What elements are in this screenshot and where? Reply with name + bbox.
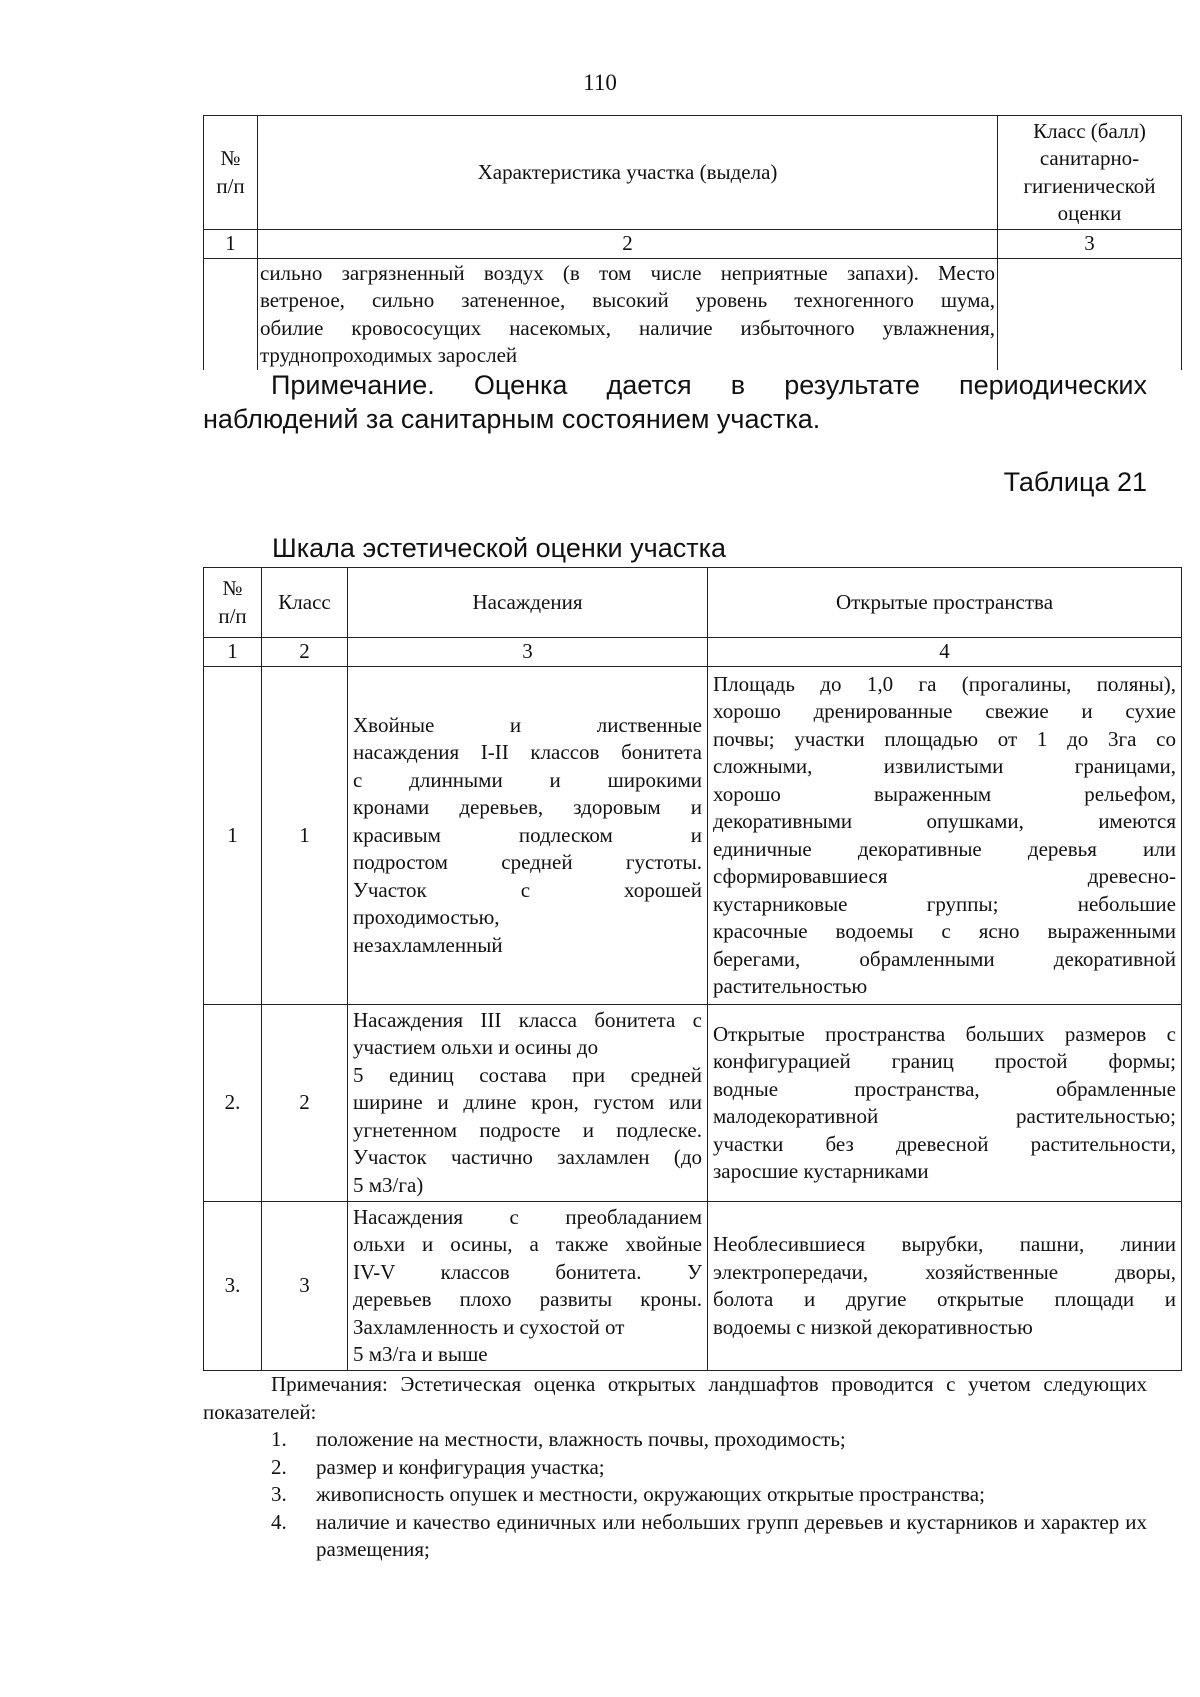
text-line: хорошо выраженным рельефом, (713, 781, 1176, 806)
text-line: водные пространства, обрамленные (713, 1076, 1176, 1101)
row-number: 2. (204, 1005, 262, 1202)
text-line: почвы; участки площадью от 1 до 3га со (713, 726, 1176, 751)
notes-list (203, 1426, 1147, 1564)
list-item (203, 1481, 1147, 1509)
text-line: Насаждения с преобладанием (353, 1204, 702, 1229)
row-open-spaces (708, 1005, 1182, 1202)
text-line: растительностью (713, 974, 868, 998)
table-row (204, 1202, 1182, 1371)
text-line: конфигурацией границ простой формы; (713, 1049, 1176, 1073)
text-line: IV-V классов бонитета. У (353, 1259, 702, 1284)
list-item-number: 4. (271, 1509, 287, 1534)
text-line: незахламленный (353, 932, 503, 957)
table-row (204, 1005, 1182, 1202)
table-row (204, 667, 1182, 1005)
row-class: 3 (262, 1202, 348, 1371)
text-line: красивым подлеском и (353, 822, 702, 847)
text-line: 5 единиц состава при средней (353, 1062, 702, 1087)
text-line: хорошо дренированные свежие и сухие (713, 699, 1176, 723)
list-item-text: наличие и качество единичных или небольших групп деревьев и кустарников и характер их размещения; (316, 1509, 1147, 1561)
text-line: декоративными опушками, имеются (713, 809, 1176, 833)
t1-continuation-text (258, 258, 998, 370)
text-line: деревьев плохо развиты кроны. (353, 1287, 702, 1311)
row-plantings (348, 1005, 708, 1202)
row-open-spaces (708, 667, 1182, 1005)
text-line: водоемы с низкой декоративностью (713, 1314, 1033, 1339)
t2-col-number: 1 (204, 638, 262, 667)
text-line: угнетенном подросте и подлеске. (353, 1117, 702, 1142)
text-line: обилие кровососущих насекомых, наличие избыточного увлажнения, (260, 315, 995, 340)
t1-col-number: 2 (258, 230, 998, 259)
row-class: 1 (262, 667, 348, 1005)
list-item-text: размер и конфигурация участка; (316, 1454, 605, 1479)
text-line: Захламленность и сухостой от (353, 1314, 625, 1339)
list-item (203, 1509, 1147, 1564)
text-line: ольхи и осины, а также хвойные (353, 1232, 702, 1256)
list-item (203, 1426, 1147, 1454)
text-line: насаждения I-II классов бонитета (353, 740, 702, 765)
text-line: труднопроходимых зарослей (260, 343, 518, 367)
text-line: Площадь до 1,0 га (прогалины, поляны), (713, 671, 1176, 696)
t2-header-plantings: Насаждения (348, 568, 708, 638)
text-line: с длинными и широкими (353, 767, 702, 792)
t1-col-number: 1 (204, 230, 258, 259)
row-class: 2 (262, 1005, 348, 1202)
text-line: кустарниковые группы; небольшие (713, 891, 1176, 916)
text-line: единичные декоративные деревья или (713, 836, 1176, 861)
table-number: Таблица 21 (1003, 467, 1147, 497)
text-line: ветреное, сильно затененное, высокий уровень техногенного шума, (260, 288, 995, 312)
t2-header-number (204, 568, 262, 638)
list-item-number: 3. (271, 1482, 287, 1506)
note-sanitary: Примечание. Оценка дается в результате периодических наблюдений за санитарным состоянием участка. (203, 370, 1147, 434)
sanitary-table-continuation (203, 115, 1182, 370)
notes-section (203, 1371, 1147, 1564)
t1-cell-empty (998, 258, 1182, 370)
text-line: Открытые пространства больших размеров с (713, 1021, 1176, 1046)
text-line: берегами, обрамленными декоративной (713, 946, 1176, 971)
text-line: Насаждения III класса бонитета с (353, 1007, 702, 1032)
text-line: ширине и длине крон, густом или (353, 1090, 702, 1115)
text-line: участки без древесной растительности, (713, 1131, 1176, 1156)
aesthetic-scale-table (203, 567, 1182, 1371)
text-line: участием ольхи и осины до (353, 1035, 599, 1060)
text-line: Необлесившиеся вырубки, пашни, линии (713, 1232, 1176, 1256)
text-line: болота и другие открытые площади и (713, 1287, 1176, 1311)
row-number: 3. (204, 1202, 262, 1371)
t1-header-number-line: № (220, 146, 241, 170)
text-line: сформировавшиеся древесно- (713, 864, 1176, 888)
text-line: заросшие кустарниками (713, 1159, 929, 1183)
t1-header-class-line: Класс (балл) (1033, 118, 1146, 143)
text-line: кронами деревьев, здоровым и (353, 795, 702, 820)
text-line: 5 м3/га и выше (353, 1342, 488, 1366)
t2-col-number: 2 (262, 638, 348, 667)
row-plantings (348, 1202, 708, 1371)
t2-header-class: Класс (262, 568, 348, 638)
text-line: 5 м3/га) (353, 1172, 424, 1197)
text-line: сильно загрязненный воздух (в том числе неприятные запахи). Место (260, 260, 995, 285)
t1-header-class (998, 116, 1182, 230)
t2-header-number-line: п/п (218, 603, 247, 628)
text-line: подростом средней густоты. (353, 850, 702, 875)
t2-col-number: 4 (708, 638, 1182, 667)
text-line: сложными, извилистыми границами, (713, 754, 1176, 778)
t2-col-number: 3 (348, 638, 708, 667)
text-line: Участок частично захламлен (до (353, 1145, 702, 1170)
t2-header-number-line: № (222, 576, 243, 600)
text-line: красочные водоемы с ясно выраженными (713, 919, 1176, 943)
row-number: 1 (204, 667, 262, 1005)
row-open-spaces (708, 1202, 1182, 1371)
page-number: 110 (583, 70, 617, 95)
notes-intro: Примечания: Эстетическая оценка открытых ландшафтов проводится с учетом следующих показателей: (203, 1372, 1147, 1424)
table-title: Шкала эстетической оценки участка (272, 533, 727, 563)
t1-header-number-line: п/п (216, 173, 245, 198)
t1-header-class-line: гигиенической (1023, 173, 1156, 198)
t1-cell-empty (204, 258, 258, 370)
row-plantings (348, 667, 708, 1005)
text-line: Участок с хорошей (353, 877, 702, 902)
t1-header-class-line: оценки (1057, 201, 1122, 225)
text-line: Хвойные и лиственные (353, 712, 702, 737)
text-line: малодекоративной растительностью; (713, 1104, 1176, 1128)
t1-header-characteristic: Характеристика участка (выдела) (258, 116, 998, 230)
t1-col-number: 3 (998, 230, 1182, 259)
list-item (203, 1454, 1147, 1482)
t1-header-class-line: санитарно- (1039, 146, 1140, 170)
list-item-number: 1. (271, 1427, 287, 1451)
text-line: электропередачи, хозяйственные дворы, (713, 1259, 1176, 1284)
text-line: проходимостью, (353, 905, 500, 930)
list-item-text: живописность опушек и местности, окружающих открытые пространства; (316, 1482, 985, 1506)
t1-header-number (204, 116, 258, 230)
list-item-number: 2. (271, 1454, 287, 1479)
list-item-text: положение на местности, влажность почвы, проходимость; (316, 1427, 846, 1451)
t2-header-open-spaces: Открытые пространства (708, 568, 1182, 638)
